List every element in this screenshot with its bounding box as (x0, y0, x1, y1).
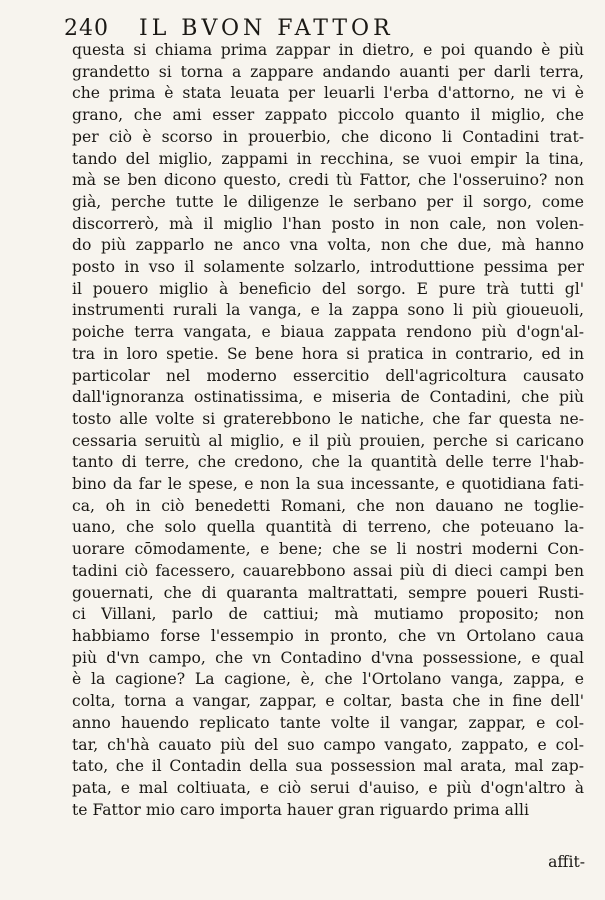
body-text (72, 40, 584, 821)
text-line: uano, che solo quella quantità di terreno, che poteuano la- (72, 518, 584, 537)
text-line: tanto di terre, che credono, che la quantità delle terre l'hab- (72, 453, 584, 472)
text-line: cessaria seruitù al miglio, e il più prouien, perche si caricano (72, 431, 584, 450)
text-line: che prima è stata leuata per leuarli l'erba d'attorno, ne vi è (72, 84, 584, 103)
text-line: dall'ignoranza ostinatissima, e miseria de Contadini, che più (72, 388, 584, 407)
text-line: particolar nel moderno essercitio dell'agricoltura causato (72, 366, 584, 385)
text-line: il pouero miglio à beneficio del sorgo. E pure trà tutti gl' (72, 279, 584, 298)
text-line: grano, che ami esser zappato piccolo quanto il miglio, che (72, 106, 584, 125)
text-line: instrumenti rurali la vanga, e la zappa sono li più gioueuoli, (72, 301, 584, 320)
text-line: tadini ciò facessero, cauarebbono assai più di dieci campi ben (72, 561, 584, 580)
text-line: te Fattor mio caro importa hauer gran riguardo prima alli (72, 800, 529, 819)
page-header (64, 6, 394, 40)
text-line: do più zapparlo ne anco vna volta, non che due, mà hanno (72, 236, 584, 255)
text-line: tato, che il Contadin della sua possession mal arata, mal zap- (72, 757, 584, 776)
text-line: bino da far le spese, e non la sua incessante, e quotidiana fati- (72, 475, 584, 494)
text-line: tando del miglio, zappami in recchina, se vuoi empir la tina, (72, 149, 584, 168)
text-line: ca, oh in ciò benedetti Romani, che non dauano ne toglie- (72, 496, 584, 515)
text-line: per ciò è scorso in prouerbio, che dicono li Contadini trat- (72, 127, 584, 146)
text-line: uorare cōmodamente, e bene; che se li nostri moderni Con- (72, 540, 584, 559)
text-line: discorrerò, mà il miglio l'han posto in non cale, non volen- (72, 214, 584, 233)
catchword: affit- (548, 853, 585, 871)
text-line: gouernati, che di quaranta maltrattati, sempre poueri Rusti- (72, 583, 584, 602)
text-line: tar, ch'hà cauato più del suo campo vangato, zappato, e col- (72, 735, 584, 754)
text-line: posto in vso il solamente solzarlo, introduttione pessima per (72, 258, 584, 277)
text-line: anno hauendo replicato tante volte il vangar, zappar, e col- (72, 713, 584, 732)
running-title: IL BVON FATTOR (139, 16, 394, 41)
text-line: è la cagione? La cagione, è, che l'Ortolano vanga, zappa, e (72, 670, 584, 689)
text-line: habbiamo forse l'essempio in pronto, che vn Ortolano caua (72, 626, 584, 645)
text-line: mà se ben dicono questo, credi tù Fattor, che l'osseruino? non (72, 171, 584, 190)
page-number: 240 (64, 16, 109, 41)
text-line: già, perche tutte le diligenze le serbano per il sorgo, come (72, 192, 584, 211)
text-line: colta, torna a vangar, zappar, e coltar, basta che in fine dell' (72, 692, 584, 711)
text-line: tosto alle volte si graterebbono le natiche, che far questa ne- (72, 409, 584, 428)
text-line: tra in loro spetie. Se bene hora si pratica in contrario, ed in (72, 344, 584, 363)
text-line: più d'vn campo, che vn Contadino d'vna possessione, e qual (72, 648, 584, 667)
text-line: ci Villani, parlo de cattiui; mà mutiamo proposito; non (72, 605, 584, 624)
text-line: questa si chiama prima zappar in dietro, e poi quando è più (72, 41, 584, 59)
text-line: poiche terra vangata, e biaua zappata rendono più d'ogn'al- (72, 323, 584, 342)
text-line: grandetto si torna a zappare andando auanti per darli terra, (72, 62, 584, 81)
text-line: pata, e mal coltiuata, e ciò serui d'auiso, e più d'ogn'altro à (72, 778, 584, 797)
